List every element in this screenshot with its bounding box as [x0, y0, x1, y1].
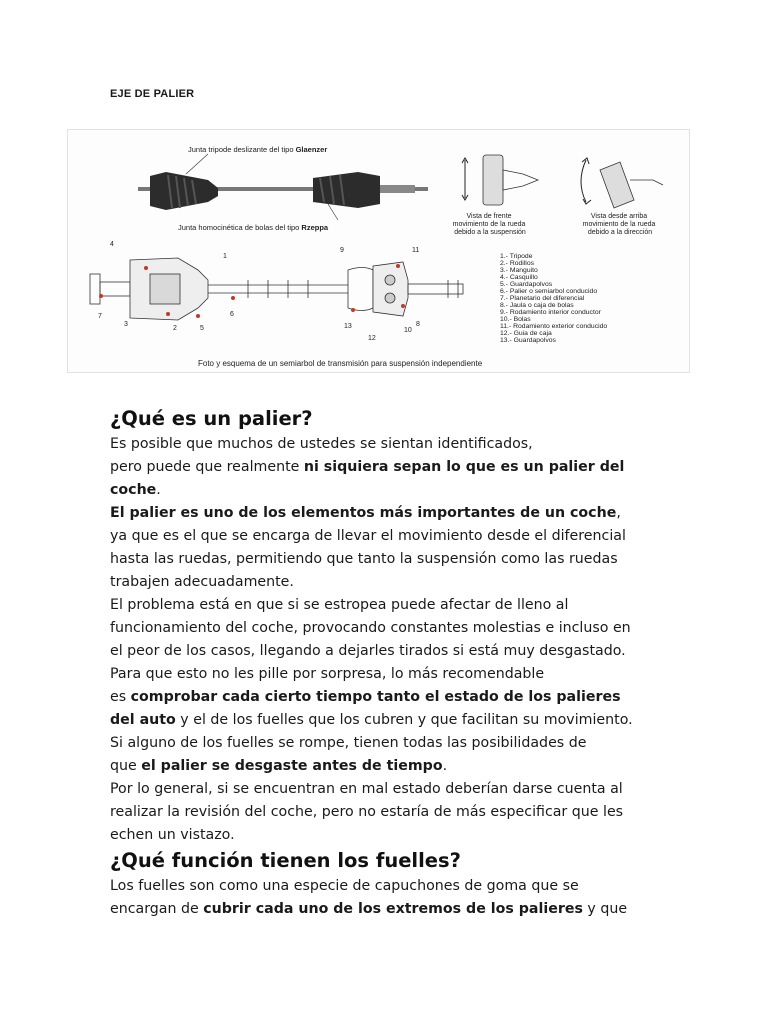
figure-caption: Foto y esquema de un semiarbol de transmisión para suspensión independiente — [198, 359, 483, 368]
svg-text:7: 7 — [98, 313, 102, 320]
svg-text:6: 6 — [230, 311, 234, 318]
axle-diagram — [68, 130, 689, 372]
svg-text:9: 9 — [340, 247, 344, 254]
svg-text:12: 12 — [368, 335, 376, 342]
axle-diagram-figure — [67, 129, 690, 373]
svg-text:10: 10 — [404, 327, 412, 334]
paragraph-intro: Es posible que muchos de ustedes se sientan identificados, pero puede que realmente ni siquiera sepan lo que es un palier del coche. — [110, 436, 625, 498]
heading-que-es-palier: ¿Qué es un palier? — [110, 407, 313, 430]
svg-text:2: 2 — [173, 325, 177, 332]
svg-text:4: 4 — [110, 241, 114, 248]
axle-photo — [138, 154, 428, 220]
paragraph-importance: El palier es uno de los elementos más importantes de un coche, ya que es el que se encarga de llevar el movimiento desde el diferencial hasta las ruedas, permitiendo que tanto la suspensión como las ruedas trabajen adecuadamente. — [110, 505, 626, 590]
svg-text:1: 1 — [223, 253, 227, 260]
front-view-sketch — [462, 155, 538, 205]
paragraph-problem: El problema está en que si se estropea puede afectar de lleno al funcionamiento del coche, provocando constantes molestias e incluso en el peor de los casos, llegando a dejarles tirados si está muy desgastado. Para que esto no les pille por sorpresa, lo más recomendable es comprobar cada cierto tiempo tanto el estado de los palieres del auto y el de los fuelles que los cubren y que facilitan su movimiento. Si alguno de los fuelles se rompe, tienen todas las posibilidades de que el palier se desgaste antes de tiempo. — [110, 597, 633, 774]
document-title: EJE DE PALIER — [110, 88, 195, 100]
top-view-caption: Vista desde arriba movimiento de la rueda debido a la dirección — [582, 213, 656, 236]
svg-text:11: 11 — [412, 247, 420, 254]
parts-legend: 1.- Tripode 2.- Rodillos 3.- Manguito 4.- Casquillo 5.- Guardapolvos 6.- Palier o semiarbol conducido 7.- Planetario del diferencial 8.- Jaula o caja de bolas 9.- Rodamiento interior conductor 10.- Bolas 11.- Rodamiento exterior conducido 12.- Guia de caja 13.- Guardapolvos — [500, 253, 608, 344]
svg-text:3: 3 — [124, 321, 128, 328]
front-view-caption: Vista de frente movimiento de la rueda debido a la suspensión — [452, 213, 526, 236]
svg-text:13: 13 — [344, 323, 352, 330]
paragraph-fuelles: Los fuelles son como una especie de capuchones de goma que se encargan de cubrir cada uno de los extremos de los palieres y que — [110, 878, 628, 917]
article-body — [110, 405, 670, 921]
top-view-sketch — [581, 158, 663, 208]
svg-text:5: 5 — [200, 325, 204, 332]
heading-funcion-fuelles: ¿Qué función tienen los fuelles? — [110, 849, 461, 872]
rzeppa-label: Junta homocinética de bolas del tipo Rzeppa — [178, 223, 329, 232]
glaenzer-label: Junta tripode deslizante del tipo Glaenzer — [188, 145, 328, 154]
paragraph-revision: Por lo general, si se encuentran en mal estado deberían darse cuenta al realizar la revisión del coche, pero no estaría de más especificar que les echen un vistazo. — [110, 781, 624, 843]
svg-text:8: 8 — [416, 321, 420, 328]
